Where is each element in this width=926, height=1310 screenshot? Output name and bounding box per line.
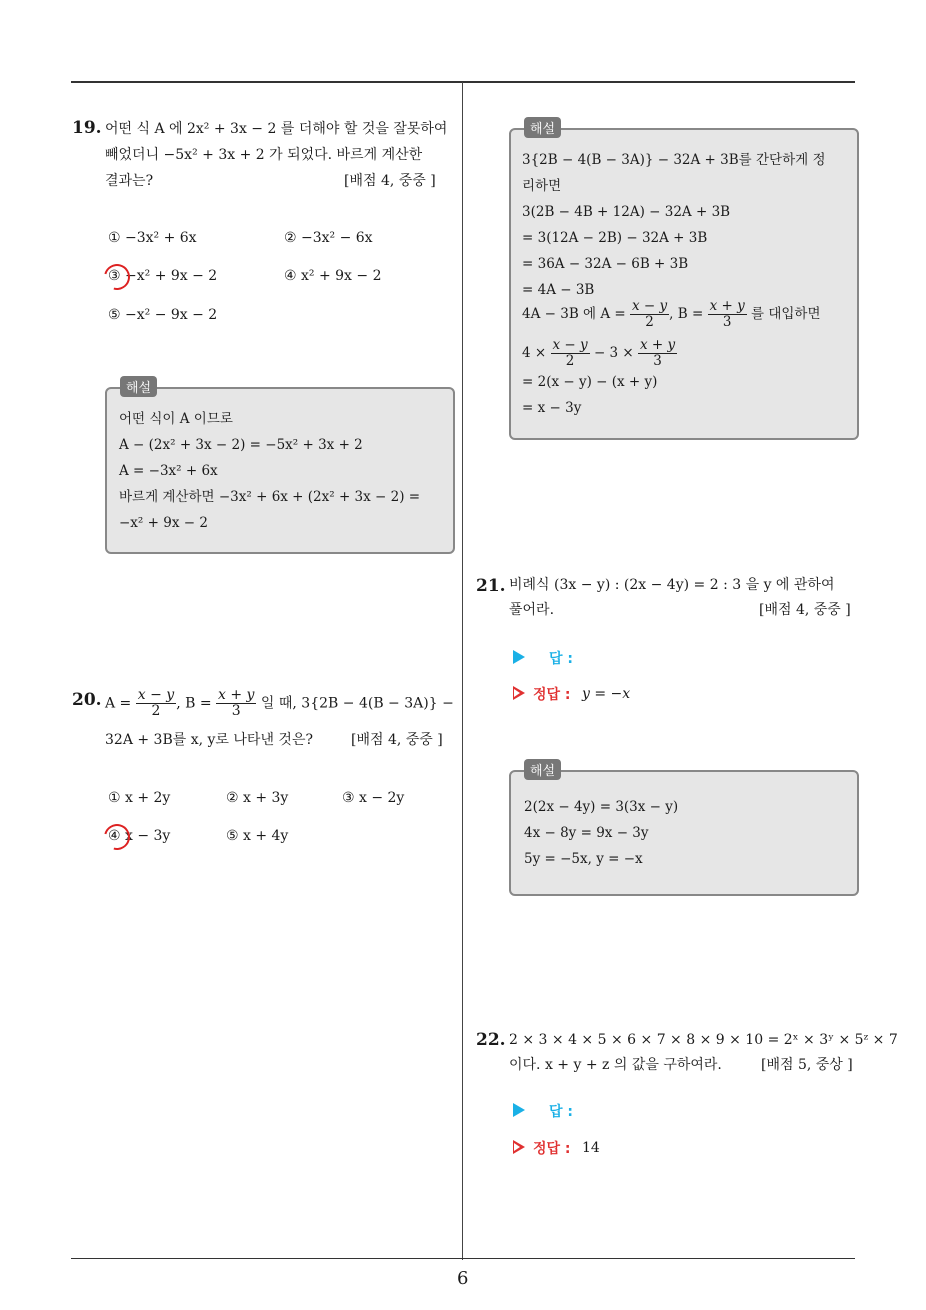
q19-line-1: 어떤 식 A 에 2x² + 3x − 2 를 더해야 할 것을 잘못하여 [105, 121, 448, 137]
q21-answer-play-icon [513, 650, 525, 664]
q22-key-play-icon [513, 1140, 525, 1154]
q20-solution-line-1: 3{2B − 4(B − 3A)} − 32A + 3B를 간단하게 정 [522, 152, 826, 168]
q20-solution-line-2: 리하면 [522, 178, 562, 194]
q21-line-1: 비례식 (3x − y) : (2x − 4y) = 2 : 3 을 y 에 관하여 [509, 577, 835, 593]
q19-score: [배점 4, 중중 ] [344, 173, 436, 189]
q22-score: [배점 5, 중상 ] [761, 1057, 853, 1073]
q21-solution-tag: 해설 [524, 759, 561, 780]
q19-line-2: 빼었더니 −5x² + 3x + 2 가 되었다. 바르게 계산한 [105, 147, 423, 163]
q20-solution-line-4: = 3(12A − 2B) − 32A + 3B [522, 230, 708, 246]
q19-line-3: 결과는? [105, 173, 154, 189]
q21-score: [배점 4, 중중 ] [759, 602, 851, 618]
q20-choice-4[interactable]: ④ x − 3y [108, 828, 171, 844]
q22-key-value: 14 [582, 1140, 600, 1156]
q20-solution-tag: 해설 [524, 117, 561, 138]
q19-choice-3[interactable]: ③ −x² + 9x − 2 [108, 268, 218, 284]
q22-number: 22. [476, 1030, 506, 1050]
q20-solution-line-5: = 36A − 32A − 6B + 3B [522, 256, 689, 272]
q20-line-1 [105, 688, 454, 719]
q20-score: [배점 4, 중중 ] [351, 732, 443, 748]
q20-solution-sub-fraction-b-den: 3 [722, 314, 732, 330]
q20-solution-calc-fraction-a-den: 2 [565, 353, 575, 369]
q21-key-label: 정답 : [533, 687, 571, 703]
q20-solution-sub-fraction-a-num: x − y [632, 298, 668, 314]
q21-key-value: y = −x [582, 686, 631, 702]
q20-solution-sub-a: 4A − 3B 에 A = [522, 306, 626, 322]
q20-line-1-c: 일 때, 3{2B − 4(B − 3A)} − [260, 695, 454, 712]
q19-choice-2[interactable]: ② −3x² − 6x [284, 230, 373, 246]
q20-solution-substitution [522, 299, 821, 330]
column-divider [462, 82, 463, 1260]
q20-line-2: 32A + 3B를 x, y로 나타낸 것은? [105, 732, 313, 748]
q21-line-2: 풀어라. [509, 602, 555, 618]
q20-solution-sub-fraction-a-den: 2 [645, 314, 654, 330]
q22-answer-label[interactable]: 답 : [549, 1104, 573, 1120]
q19-solution-line-3: A = −3x² + 6x [119, 463, 218, 479]
q20-fraction-b-den: 3 [231, 703, 241, 719]
q20-solution-calculation [522, 338, 677, 369]
q20-solution-calc-a: 4 × [522, 345, 547, 361]
q19-choice-5[interactable]: ⑤ −x² − 9x − 2 [108, 307, 218, 323]
q22-line-2: 이다. x + y + z 의 값을 구하여라. [509, 1057, 722, 1073]
q19-choice-1[interactable]: ① −3x² + 6x [108, 230, 197, 246]
q21-key-play-icon [513, 686, 525, 700]
q22-answer-play-icon [513, 1103, 525, 1117]
q21-solution-line-2: 4x − 8y = 9x − 3y [524, 825, 649, 841]
q20-line-1-b: , B = [176, 695, 212, 712]
q20-solution-calc-fraction-a-num: x − y [552, 337, 588, 353]
q20-solution-sub-fraction-a [630, 299, 669, 330]
q20-fraction-b [216, 688, 256, 719]
q20-fraction-a-num: x − y [137, 687, 175, 703]
q22-line-1: 2 × 3 × 4 × 5 × 6 × 7 × 8 × 9 × 10 = 2ˣ × 3ʸ × 5ᶻ × 7 [509, 1032, 898, 1048]
q20-choice-2[interactable]: ② x + 3y [226, 790, 289, 806]
q22-key-label: 정답 : [533, 1141, 571, 1157]
q20-solution-calc-fraction-a [551, 338, 590, 369]
q19-solution-line-1: 어떤 식이 A 이므로 [119, 411, 233, 427]
q19-solution-line-5: −x² + 9x − 2 [119, 515, 208, 531]
q20-solution-sub-b: , B = [669, 306, 704, 322]
q20-fraction-a [136, 688, 176, 719]
page-number: 6 [457, 1268, 469, 1289]
q20-solution-calc-fraction-b [638, 338, 677, 369]
q20-solution-sub-fraction-b [708, 299, 747, 330]
q20-answer-circle-mark [99, 819, 135, 855]
q19-number: 19. [72, 118, 102, 138]
q20-choice-1[interactable]: ① x + 2y [108, 790, 171, 806]
q20-fraction-a-den: 2 [151, 703, 161, 719]
q19-solution-line-2: A − (2x² + 3x − 2) = −5x² + 3x + 2 [119, 437, 363, 453]
q21-number: 21. [476, 576, 506, 596]
q20-solution-end-line-2: = x − 3y [522, 400, 582, 416]
q19-choice-4[interactable]: ④ x² + 9x − 2 [284, 268, 382, 284]
q21-solution-line-1: 2(2x − 4y) = 3(3x − y) [524, 799, 679, 815]
q19-solution-line-4: 바르게 계산하면 −3x² + 6x + (2x² + 3x − 2) = [119, 489, 421, 505]
q20-number: 20. [72, 690, 102, 710]
q20-solution-line-3: 3(2B − 4B + 12A) − 32A + 3B [522, 204, 731, 220]
q19-answer-circle-mark [99, 259, 135, 295]
q20-choice-5[interactable]: ⑤ x + 4y [226, 828, 289, 844]
q20-solution-end-line-1: = 2(x − y) − (x + y) [522, 374, 658, 390]
q20-solution-calc-b: − 3 × [593, 345, 634, 361]
q20-solution-calc-fraction-b-den: 3 [653, 353, 662, 369]
q20-choice-3[interactable]: ③ x − 2y [342, 790, 405, 806]
q20-solution-calc-fraction-b-num: x + y [640, 337, 676, 353]
q19-solution-tag: 해설 [120, 376, 157, 397]
top-rule [71, 81, 855, 83]
q20-solution-line-6: = 4A − 3B [522, 282, 595, 298]
bottom-rule [71, 1258, 855, 1259]
q20-fraction-b-num: x + y [218, 687, 255, 703]
q20-solution-sub-c: 를 대입하면 [751, 306, 821, 322]
q21-solution-line-3: 5y = −5x, y = −x [524, 851, 643, 867]
q20-solution-sub-fraction-b-num: x + y [709, 298, 745, 314]
q20-line-1-a: A = [105, 695, 132, 712]
q21-answer-label[interactable]: 답 : [549, 651, 573, 667]
